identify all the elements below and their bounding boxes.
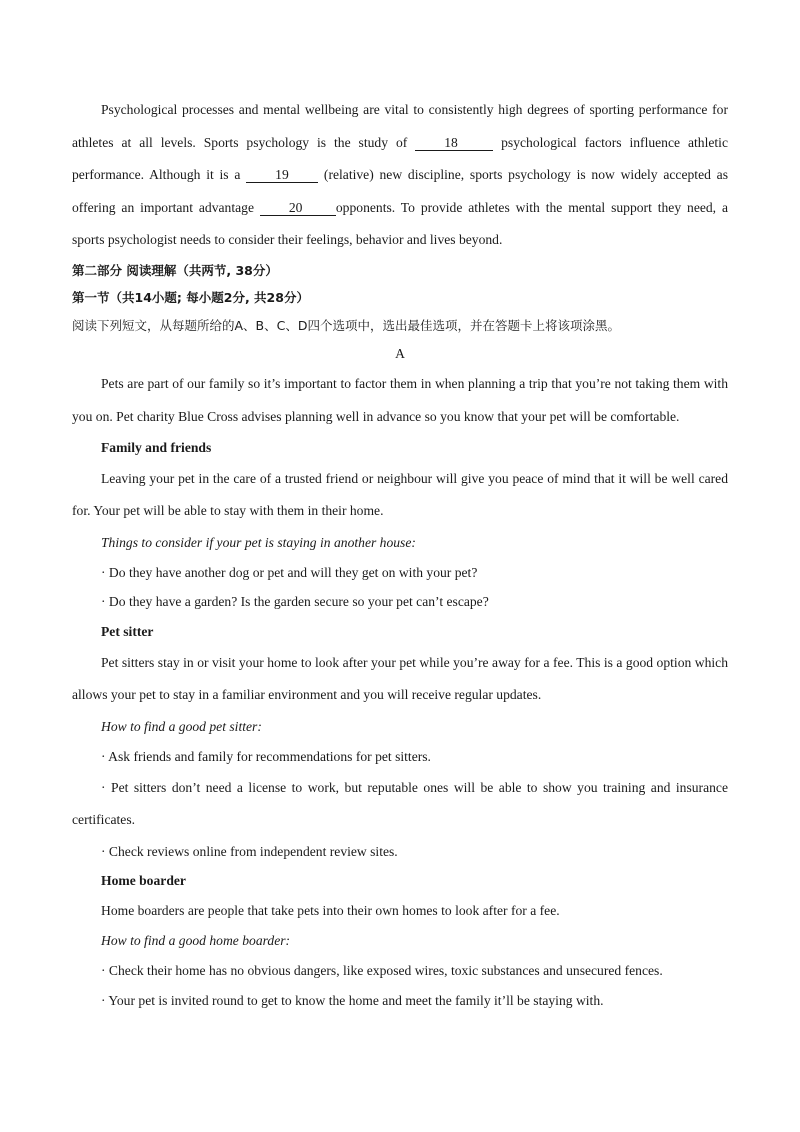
passage-letter: A: [395, 346, 405, 361]
family-consider-label: Things to consider if your pet is staying in another house:: [101, 534, 416, 550]
instruction-text: 阅读下列短文，从每题所给的A、B、C、D四个选项中，选出最佳选项，并在答题卡上将该项涂黑。: [72, 317, 620, 333]
family-body: Leaving your pet in the care of a trusted friend or neighbour will give you peace of mind that it will be well cared for. Your pet will be able to stay with them in their home.: [72, 470, 728, 519]
home-boarder-bullet-2: · Your pet is invited round to get to know the home and meet the family it’ll be staying with.: [101, 992, 604, 1008]
pet-sitter-body: Pet sitters stay in or visit your home to look after your pet while you’re away for a fee. This is a good option which allows your pet to stay in a familiar environment and you will receive regular updates.: [72, 654, 728, 703]
cloze-text-3: (relative) new discipline, sports psychology is now widely accepted as offering an important advantage: [72, 167, 728, 215]
family-bullet-1: · Do they have another dog or pet and will they get on with your pet?: [101, 564, 478, 580]
passage-intro: Pets are part of our family so it’s important to factor them in when planning a trip that you’re not taking them with you on. Pet charity Blue Cross advises planning well in advance so you know that your pet will be comfortable.: [72, 376, 728, 424]
cloze-text-2: psychological factors influence athletic performance. Although it is a: [72, 134, 728, 182]
section-heading-home-boarder: Home boarder: [101, 873, 186, 889]
pet-sitter-howto-label: How to find a good pet sitter:: [101, 718, 262, 734]
blank-18: 18: [415, 135, 493, 151]
section-heading-pet-sitter: Pet sitter: [101, 624, 154, 640]
home-boarder-body: Home boarders are people that take pets into their own homes to look after for a fee.: [101, 903, 560, 919]
cloze-text-1: Psychological processes and mental wellbeing are vital to consistently high degrees of sporting performance for athletes at all levels. Sports psychology is the study of: [72, 102, 728, 150]
pet-sitter-bullet-2: · Pet sitters don’t need a license to work, but reputable ones will be able to show you training and insurance certificates.: [72, 779, 728, 828]
document-page: [72, 94, 728, 1015]
section-heading-family: Family and friends: [101, 440, 212, 455]
pet-sitter-bullet-3: · Check reviews online from independent review sites.: [101, 843, 398, 859]
home-boarder-bullet-1: · Check their home has no obvious dangers, like exposed wires, toxic substances and unsecured fences.: [101, 962, 663, 978]
cloze-text-4: opponents. To provide athletes with the mental support they need, a sports psychologist needs to consider their feelings, behavior and lives beyond.: [72, 199, 728, 247]
section-subtitle: 第一节（共14小题; 每小题2分, 共28分）: [72, 290, 309, 305]
home-boarder-howto-label: How to find a good home boarder:: [101, 932, 291, 948]
pet-sitter-bullet-1: · Ask friends and family for recommendations for pet sitters.: [101, 748, 431, 764]
part-title: 第二部分 阅读理解（共两节, 38分）: [72, 262, 278, 278]
blank-19: 19: [246, 167, 318, 183]
blank-20: 20: [260, 200, 336, 216]
cloze-paragraph: [72, 94, 728, 257]
family-bullet-2: · Do they have a garden? Is the garden secure so your pet can’t escape?: [101, 594, 489, 610]
